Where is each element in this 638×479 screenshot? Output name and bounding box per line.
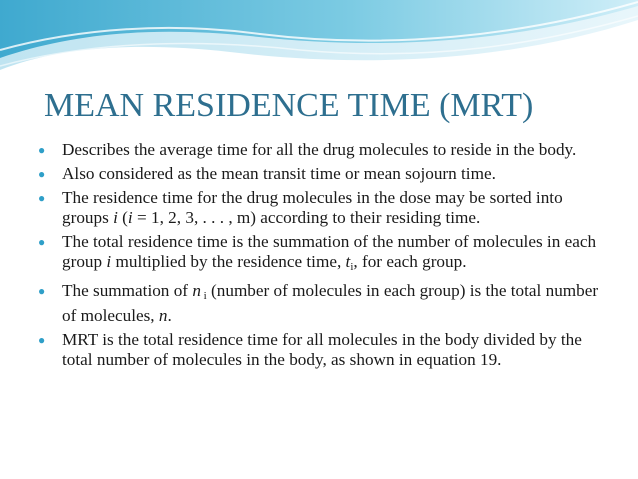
filled-circle-bullet-icon: ● xyxy=(38,167,46,181)
bullet-text: The residence time for the drug molecules in the dose may be sorted into groups i (i = 1, 2, 3, . . . , m) according to their residing time. xyxy=(62,188,563,227)
header-wave-decoration xyxy=(0,0,638,80)
bullet-text: Describes the average time for all the drug molecules to reside in the body. xyxy=(62,140,577,159)
filled-circle-bullet-icon: ● xyxy=(38,284,46,298)
bullet-item xyxy=(36,140,606,160)
bullet-item xyxy=(36,188,606,228)
bullet-list xyxy=(36,140,606,374)
bullet-text: The summation of n $_i$ (number of molecules in each group) is the total number of molecules, n. xyxy=(62,281,599,325)
filled-circle-bullet-icon: ● xyxy=(38,143,46,157)
bullet-text: MRT is the total residence time for all molecules in the body divided by the total number of molecules in the body, as shown in equation 19. xyxy=(62,330,582,369)
filled-circle-bullet-icon: ● xyxy=(38,333,46,347)
bullet-item xyxy=(36,164,606,184)
bullet-item xyxy=(36,330,606,370)
bullet-text: The total residence time is the summation of the number of molecules in each group i multiplied by the residence time, $t_i$, for each group. xyxy=(62,232,597,273)
bullet-text: Also considered as the mean transit time or mean sojourn time. xyxy=(62,164,496,183)
slide-title: MEAN RESIDENCE TIME (MRT) xyxy=(44,87,534,124)
bullet-item xyxy=(36,281,606,326)
filled-circle-bullet-icon: ● xyxy=(38,235,46,249)
filled-circle-bullet-icon: ● xyxy=(38,191,46,205)
bullet-item xyxy=(36,232,606,277)
